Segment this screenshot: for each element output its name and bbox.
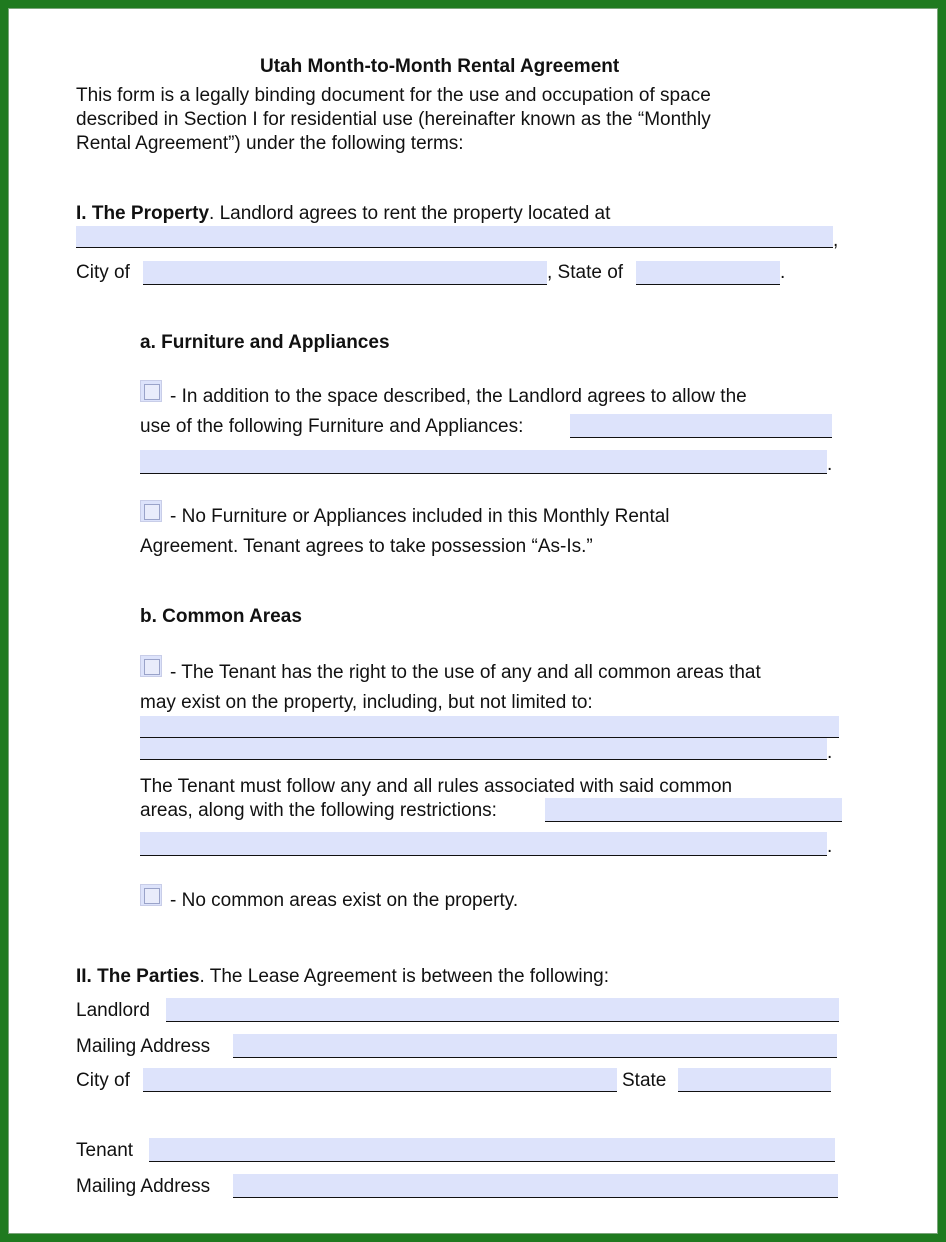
furniture-option1-line1: - In addition to the space described, the Landlord agrees to allow the bbox=[170, 386, 747, 407]
property-address-field[interactable] bbox=[76, 226, 833, 248]
common-option1-line1: - The Tenant has the right to the use of any and all common areas that bbox=[170, 662, 761, 683]
tenant-mailing-label: Mailing Address bbox=[76, 1176, 211, 1197]
checkbox-box bbox=[144, 659, 160, 675]
checkbox-box bbox=[144, 504, 160, 520]
landlord-city-label: City of bbox=[76, 1070, 130, 1091]
no-common-areas-checkbox[interactable] bbox=[140, 884, 162, 906]
furniture-included-checkbox[interactable] bbox=[140, 380, 162, 402]
common-areas-checkbox[interactable] bbox=[140, 655, 162, 677]
property-city-field[interactable] bbox=[143, 261, 547, 285]
furniture-list-field-1[interactable] bbox=[570, 414, 832, 438]
landlord-city-field[interactable] bbox=[143, 1068, 617, 1092]
common-option1-line2: may exist on the property, including, but not limited to: bbox=[140, 692, 593, 713]
furniture-list-field-2[interactable] bbox=[140, 450, 827, 474]
furniture-option1-line2: use of the following Furniture and Appliances: bbox=[140, 416, 524, 437]
state-label: , State of bbox=[547, 262, 624, 283]
section1-text: . Landlord agrees to rent the property located at bbox=[209, 203, 611, 224]
tenant-label: Tenant bbox=[76, 1140, 134, 1161]
document-page bbox=[8, 8, 938, 1234]
no-furniture-checkbox[interactable] bbox=[140, 500, 162, 522]
intro-line-2: described in Section I for residential use (hereinafter known as the “Monthly bbox=[76, 109, 711, 130]
section1-line bbox=[76, 203, 610, 225]
furniture-option2-line1: - No Furniture or Appliances included in this Monthly Rental bbox=[170, 506, 670, 527]
tenant-name-field[interactable] bbox=[149, 1138, 835, 1162]
section1-heading: I. The Property bbox=[76, 203, 210, 224]
restrictions-field-2[interactable] bbox=[140, 832, 827, 856]
common-areas-period: . bbox=[827, 742, 833, 763]
tenant-mailing-field[interactable] bbox=[233, 1174, 838, 1198]
section2-text: . The Lease Agreement is between the following: bbox=[199, 966, 610, 987]
furniture-option2-line2: Agreement. Tenant agrees to take possession “As-Is.” bbox=[140, 536, 593, 557]
checkbox-box bbox=[144, 888, 160, 904]
checkbox-box bbox=[144, 384, 160, 400]
landlord-state-field[interactable] bbox=[678, 1068, 831, 1092]
landlord-mailing-label: Mailing Address bbox=[76, 1036, 211, 1057]
rules-line2: areas, along with the following restrictions: bbox=[140, 800, 497, 821]
common-areas-field-1[interactable] bbox=[140, 716, 839, 738]
landlord-label: Landlord bbox=[76, 1000, 150, 1021]
restrictions-field-1[interactable] bbox=[545, 798, 842, 822]
section2-line bbox=[76, 966, 609, 988]
common-option2: - No common areas exist on the property. bbox=[170, 890, 519, 911]
intro-line-1: This form is a legally binding document for the use and occupation of space bbox=[76, 85, 711, 106]
address-comma: , bbox=[833, 230, 839, 251]
page-title: Utah Month-to-Month Rental Agreement bbox=[260, 56, 620, 77]
common-areas-heading: b. Common Areas bbox=[140, 606, 302, 627]
property-state-field[interactable] bbox=[636, 261, 780, 285]
landlord-mailing-field[interactable] bbox=[233, 1034, 837, 1058]
landlord-state-label: State bbox=[622, 1070, 667, 1091]
intro-line-3: Rental Agreement”) under the following terms: bbox=[76, 133, 464, 154]
furniture-heading: a. Furniture and Appliances bbox=[140, 332, 390, 353]
landlord-name-field[interactable] bbox=[166, 998, 839, 1022]
rules-line1: The Tenant must follow any and all rules associated with said common bbox=[140, 776, 733, 797]
common-areas-field-2[interactable] bbox=[140, 738, 827, 760]
city-label: City of bbox=[76, 262, 130, 283]
section2-heading: II. The Parties bbox=[76, 966, 200, 987]
restrictions-period: . bbox=[827, 836, 833, 857]
state-period: . bbox=[780, 262, 786, 283]
furniture-period: . bbox=[827, 454, 833, 475]
